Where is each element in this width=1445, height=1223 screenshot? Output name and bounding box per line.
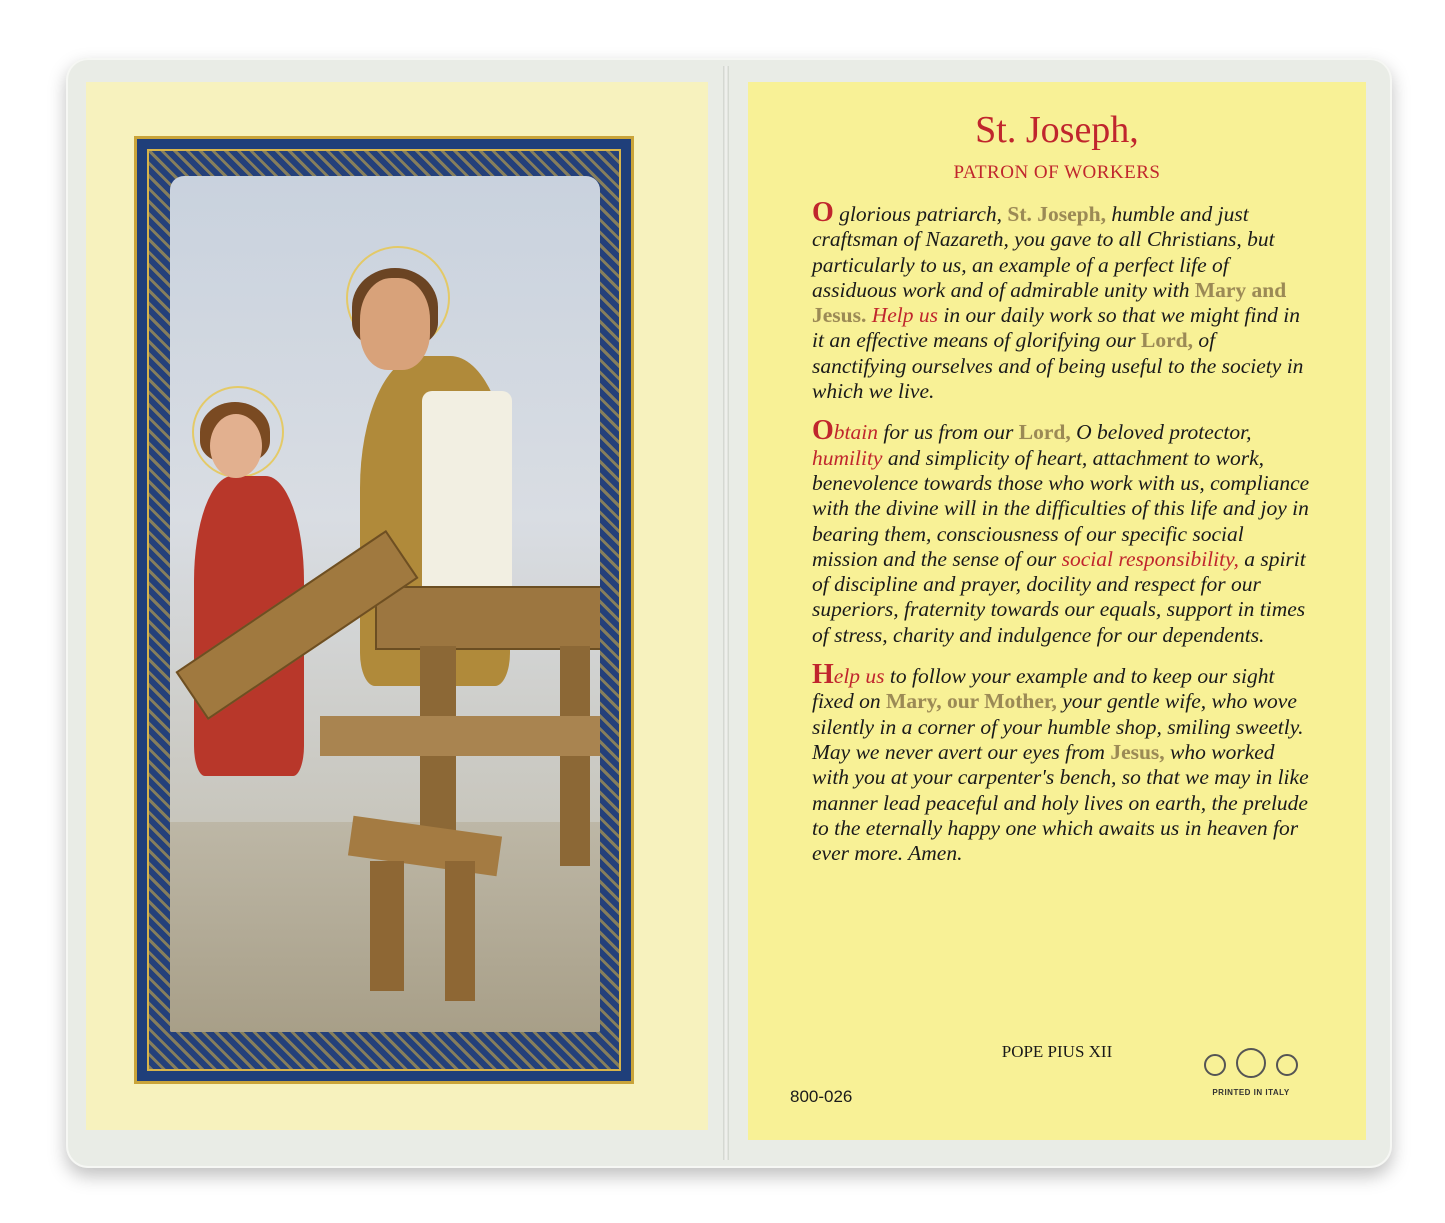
highlight-red: btain [833, 420, 878, 445]
highlight-red: Help us [871, 303, 939, 328]
workbench [375, 586, 600, 650]
card-subtitle: PATRON OF WORKERS [953, 162, 1161, 183]
prayer-paragraph [812, 197, 1312, 404]
prayer-text-run: a spirit of discipline and prayer, docility and respect for our superiors, fraternity towards our equals, support in times of stress, charity and indulgence for our dependents. [812, 546, 1306, 647]
prayer-text-run: and simplicity of heart, attachment to work, benevolence towards those who work with us, compliance with the divine will in the difficulties of this life and joy in bearing them, consciousness of our specific social mission and the sense of our [812, 445, 1310, 571]
publisher-seal-icon [1236, 1048, 1266, 1078]
highlight-gold: Lord, [1141, 328, 1193, 353]
workbench-leg [560, 646, 590, 866]
prayer-text-run: to follow your example and to keep our sight fixed on [812, 664, 1275, 714]
sawhorse-leg [445, 861, 475, 1001]
illustration-carpenter-workshop [170, 176, 600, 1032]
prayer-text-run: of sanctifying ourselves and of being useful to the society in which we live. [812, 328, 1304, 404]
drop-cap: H [812, 659, 834, 691]
prayer-text-run: O beloved protector, [1070, 420, 1252, 445]
prayer-text-run: who worked with you at your carpenter's bench, so that we may in like manner lead peaceful and holy lives on earth, the prelude to the eternally happy one which awaits us in heaven for ever more. [812, 739, 1309, 866]
prayer-text [812, 197, 1312, 880]
highlight-red: social responsibility, [1061, 546, 1239, 571]
publisher-logos [1196, 1046, 1306, 1086]
prayer-text-run: glorious patriarch, [833, 202, 1008, 226]
printed-in-italy: PRINTED IN ITALY [1212, 1088, 1290, 1097]
joseph-face [360, 278, 430, 370]
prayer-text-run: your gentle wife, who wove silently in a corner of your humble shop, smiling sweetly. May we never avert our eyes from [812, 689, 1304, 764]
prayer-text-run: in our daily work so that we might find in it an effective means of glorifying our [812, 303, 1300, 353]
highlight-gold: Mary, our Mother, [886, 689, 1057, 714]
highlight-gold: Mary and Jesus. [812, 277, 1287, 328]
prayer-paragraph [812, 415, 1312, 648]
child-face [210, 414, 262, 478]
prayer-text-run: humble and just craftsman of Nazareth, you gave to all Christians, but particularly to us, an example of a perfect life of assiduous work and of admirable unity with [812, 202, 1275, 302]
workbench-shelf [320, 716, 600, 756]
sawhorse-leg [370, 861, 404, 991]
highlight-gold: St. Joseph, [1007, 202, 1106, 226]
prayer-text-run: Amen. [908, 841, 963, 866]
card-title: St. Joseph, [975, 109, 1139, 151]
highlight-gold: Lord, [1018, 420, 1071, 445]
registered-icon [1276, 1054, 1298, 1076]
prayer-paragraph [812, 659, 1312, 866]
highlight-red: humility [812, 445, 883, 470]
product-code: 800-026 [790, 1087, 853, 1106]
copyright-icon [1204, 1054, 1226, 1076]
drop-cap: O [812, 197, 834, 228]
drop-cap: O [812, 415, 834, 447]
highlight-gold: Jesus, [1110, 739, 1165, 764]
prayer-text-run: for us from our [877, 420, 1019, 445]
highlight-red: elp us [833, 664, 885, 689]
prayer-author: POPE PIUS XII [1001, 1042, 1113, 1061]
